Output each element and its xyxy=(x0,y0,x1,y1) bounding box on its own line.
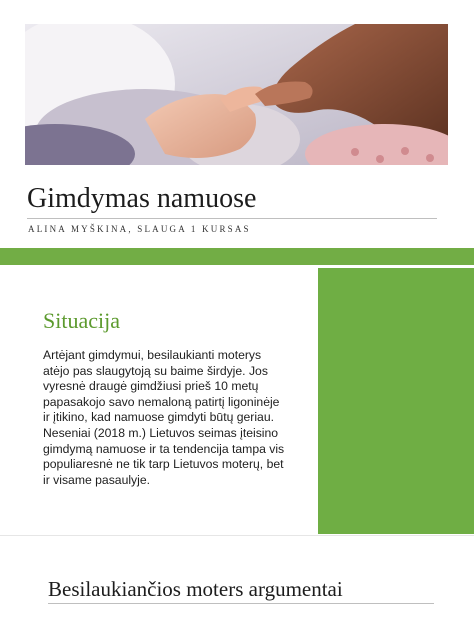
presentation-title: Gimdymas namuose xyxy=(27,183,257,214)
arguments-underline xyxy=(48,603,434,604)
situation-heading: Situacija xyxy=(43,308,120,333)
body-line: ir visame pasaulyje. xyxy=(43,472,151,487)
title-underline xyxy=(27,218,437,219)
baby-hand-photo xyxy=(25,24,448,165)
arguments-heading: Besilaukiančios moters argumentai xyxy=(48,577,343,601)
body-line: vyresnė draugė gimdžiusi prieš 10 metų xyxy=(43,379,259,394)
body-line: atėjo pas slaugytoją su baime širdyje. Jos xyxy=(43,363,268,378)
body-line: ir įtikino, kad namuose gimdyti būtų geriau. xyxy=(43,410,275,425)
green-footer-band xyxy=(0,248,474,265)
body-line: Artėjant gimdymui, besilaukianti moterys xyxy=(43,348,262,362)
situation-body xyxy=(43,348,313,488)
green-side-panel xyxy=(318,268,474,534)
body-line: gimdymą namuose ir ta tendencija tampa vis xyxy=(43,441,285,456)
body-line: papasakojo savo nemaloną patirtį ligoninėje xyxy=(43,394,280,409)
author-subtitle: ALINA MYŠKINA, SLAUGA 1 KURSAS xyxy=(28,224,251,234)
photo-illustration xyxy=(25,24,448,165)
title-slide xyxy=(0,0,474,265)
body-line: populiaresnė ne tik tarp Lietuvos moterų, bet xyxy=(43,457,284,472)
slide-divider xyxy=(0,535,474,536)
body-line: Neseniai (2018 m.) Lietuvos seimas įteisino xyxy=(43,425,279,440)
